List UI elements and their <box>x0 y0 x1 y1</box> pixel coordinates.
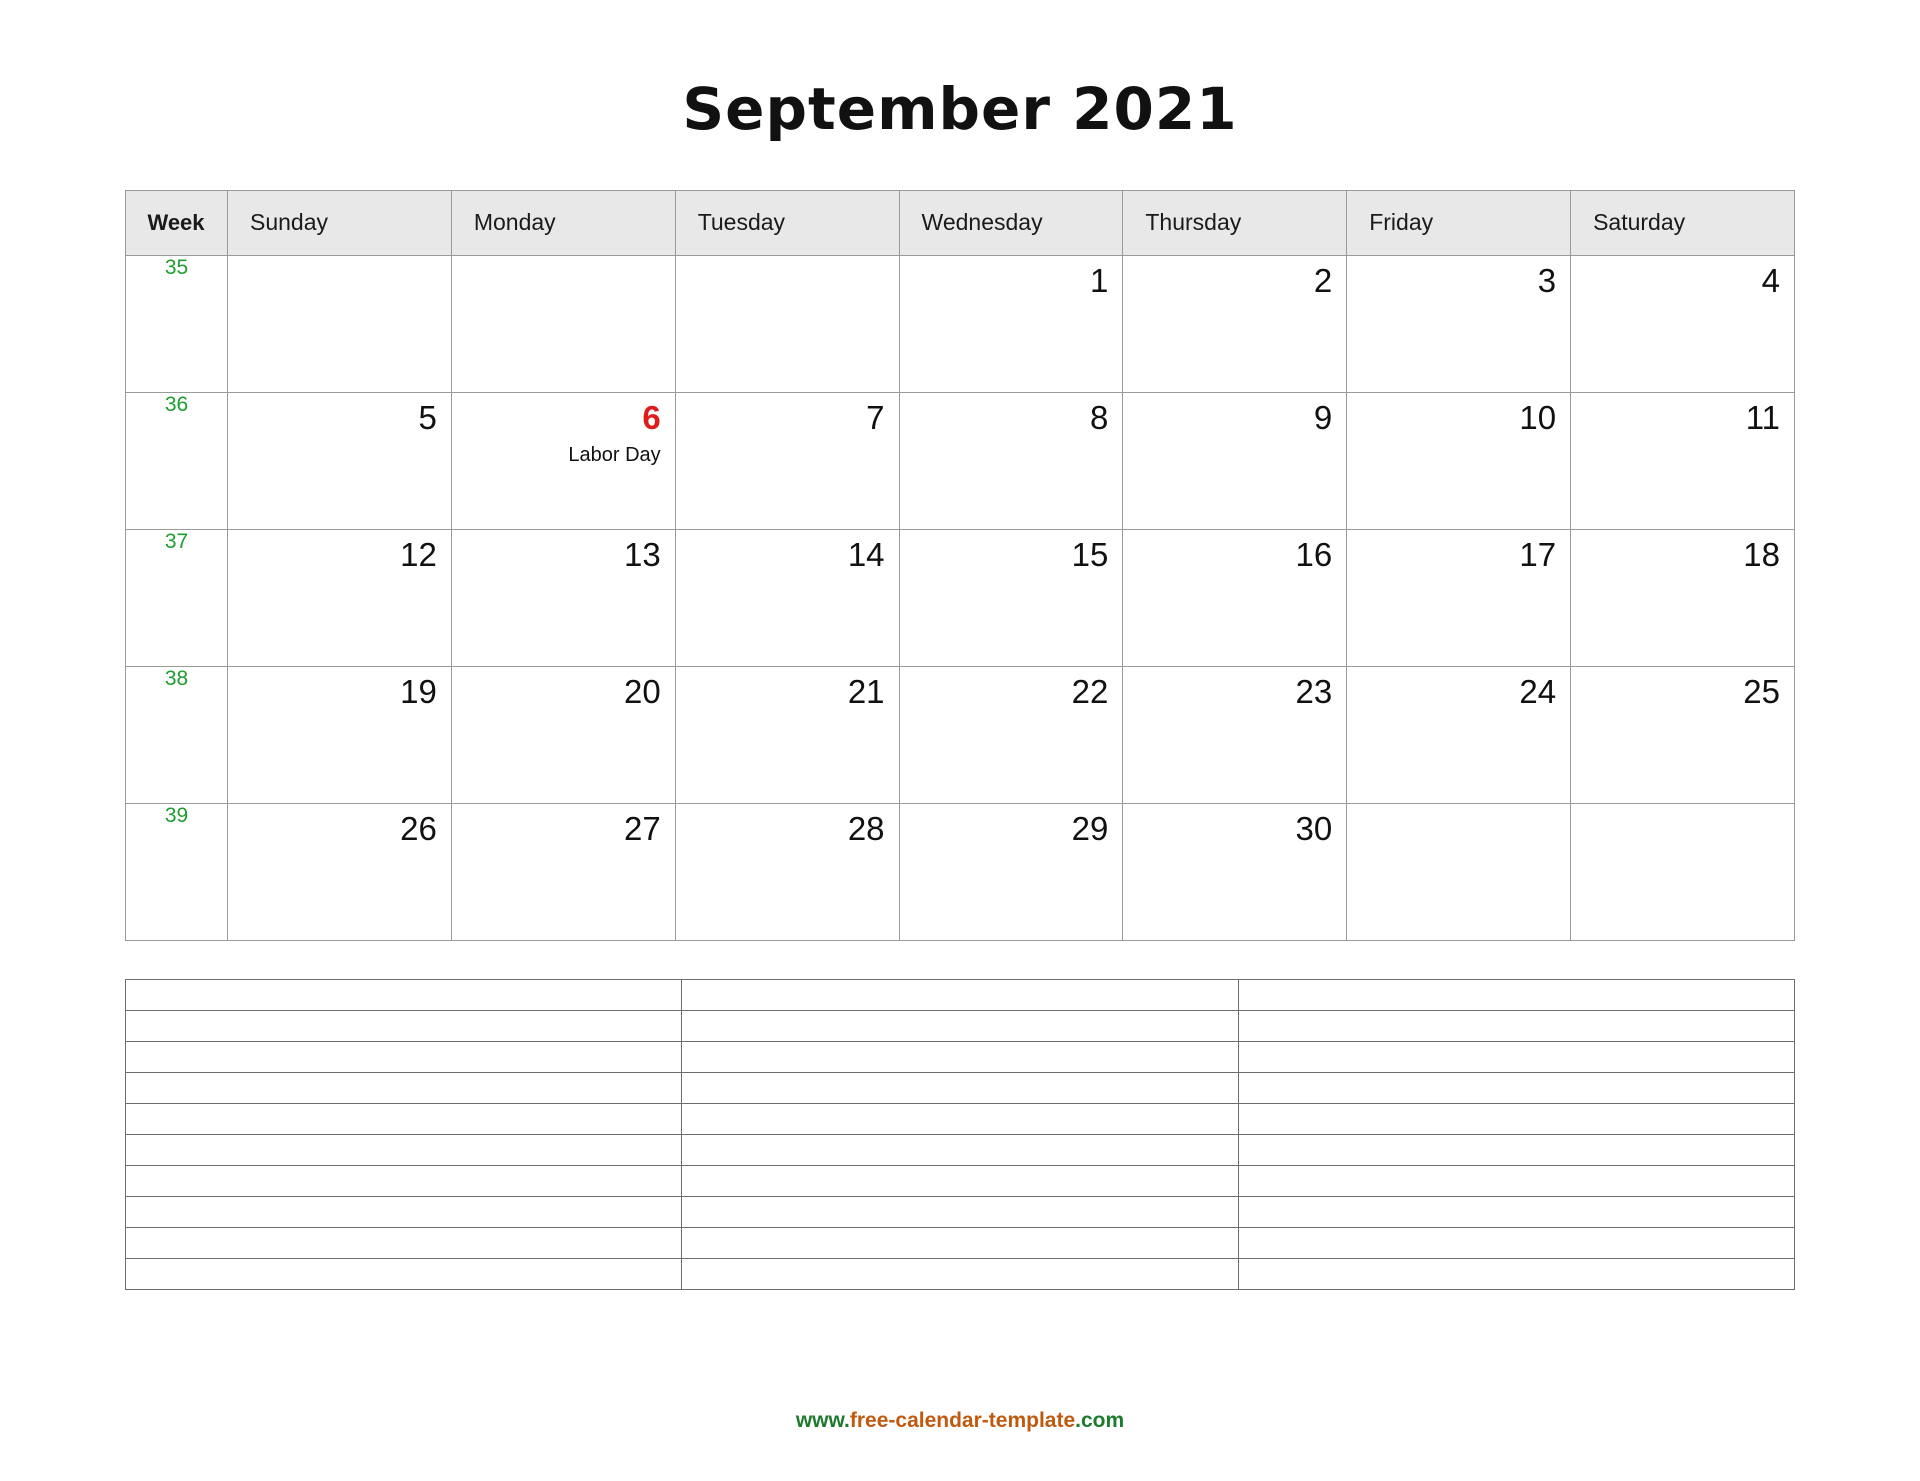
notes-cell[interactable] <box>1238 1134 1794 1165</box>
footer <box>0 1409 1920 1433</box>
day-number: 15 <box>1071 535 1109 573</box>
day-cell[interactable] <box>451 255 675 392</box>
day-cell[interactable] <box>1571 255 1795 392</box>
day-number: 13 <box>623 535 661 573</box>
day-number: 1 <box>1090 261 1109 299</box>
notes-cell[interactable] <box>682 1072 1238 1103</box>
day-cell[interactable] <box>899 803 1123 940</box>
week-number: 35 <box>126 255 228 392</box>
day-header-tuesday: Tuesday <box>675 190 899 255</box>
day-number: 8 <box>1090 398 1109 436</box>
notes-cell[interactable] <box>126 1165 682 1196</box>
notes-cell[interactable] <box>1238 1010 1794 1041</box>
day-cell[interactable] <box>228 392 452 529</box>
month-grid <box>125 190 1795 941</box>
day-number: 17 <box>1519 535 1557 573</box>
notes-cell[interactable] <box>682 1010 1238 1041</box>
notes-grid <box>125 979 1795 1290</box>
day-number: 6 <box>642 398 661 436</box>
day-header-sunday: Sunday <box>228 190 452 255</box>
notes-body <box>126 979 1795 1289</box>
notes-cell[interactable] <box>126 1072 682 1103</box>
notes-cell[interactable] <box>1238 1227 1794 1258</box>
day-cell[interactable] <box>1347 803 1571 940</box>
day-cell[interactable] <box>1347 392 1571 529</box>
day-number: 3 <box>1537 261 1557 299</box>
day-number: 2 <box>1313 261 1333 299</box>
day-cell[interactable] <box>675 529 899 666</box>
notes-cell[interactable] <box>682 1165 1238 1196</box>
day-cell-holiday[interactable] <box>451 392 675 529</box>
notes-row <box>126 1134 1795 1165</box>
notes-row <box>126 1196 1795 1227</box>
day-number: 25 <box>1743 672 1780 710</box>
day-header-thursday: Thursday <box>1123 190 1347 255</box>
day-number: 5 <box>418 398 437 436</box>
day-number: 20 <box>623 672 661 710</box>
day-cell[interactable] <box>675 803 899 940</box>
day-number: 7 <box>866 398 885 436</box>
footer-tld: .com <box>1075 1409 1125 1432</box>
day-cell[interactable] <box>228 255 452 392</box>
footer-domain: free-calendar-template <box>849 1409 1076 1432</box>
day-cell[interactable] <box>228 803 452 940</box>
notes-row <box>126 1103 1795 1134</box>
day-number: 28 <box>847 809 885 847</box>
notes-row <box>126 1010 1795 1041</box>
day-cell[interactable] <box>451 529 675 666</box>
day-cell[interactable] <box>1347 529 1571 666</box>
day-cell[interactable] <box>1571 392 1795 529</box>
day-number: 12 <box>400 535 437 573</box>
day-cell[interactable] <box>451 666 675 803</box>
day-header-friday: Friday <box>1347 190 1571 255</box>
day-cell[interactable] <box>1571 666 1795 803</box>
day-number: 21 <box>847 672 885 710</box>
day-cell[interactable] <box>1123 666 1347 803</box>
notes-cell[interactable] <box>126 1041 682 1072</box>
notes-row <box>126 1165 1795 1196</box>
notes-cell[interactable] <box>126 1010 682 1041</box>
day-header-wednesday: Wednesday <box>899 190 1123 255</box>
day-number: 10 <box>1519 398 1557 436</box>
holiday-label: Labor Day <box>568 443 661 466</box>
week-number: 37 <box>126 529 228 666</box>
day-number: 24 <box>1519 672 1557 710</box>
week-column-header: Week <box>126 190 228 255</box>
notes-cell[interactable] <box>1238 1103 1794 1134</box>
calendar-container <box>125 142 1795 941</box>
notes-cell[interactable] <box>1238 979 1794 1010</box>
calendar-week-row <box>126 529 1795 666</box>
calendar-body <box>126 255 1795 940</box>
day-number: 22 <box>1071 672 1109 710</box>
notes-cell[interactable] <box>126 1196 682 1227</box>
page-title: September 2021 <box>682 75 1238 143</box>
day-cell[interactable] <box>1347 255 1571 392</box>
notes-cell[interactable] <box>682 1103 1238 1134</box>
notes-cell[interactable] <box>126 1134 682 1165</box>
notes-cell[interactable] <box>126 1103 682 1134</box>
day-cell[interactable] <box>899 392 1123 529</box>
calendar-week-row <box>126 803 1795 940</box>
notes-cell[interactable] <box>126 1258 682 1289</box>
notes-cell[interactable] <box>682 1196 1238 1227</box>
day-header-monday: Monday <box>451 190 675 255</box>
day-number: 26 <box>400 809 437 847</box>
day-number: 14 <box>847 535 885 573</box>
notes-cell[interactable] <box>682 979 1238 1010</box>
notes-container <box>125 979 1795 1290</box>
day-cell[interactable] <box>1123 803 1347 940</box>
day-number: 11 <box>1745 398 1780 436</box>
day-number: 16 <box>1295 535 1333 573</box>
day-number: 30 <box>1295 809 1333 847</box>
day-number: 19 <box>400 672 437 710</box>
day-cell[interactable] <box>1123 529 1347 666</box>
notes-row <box>126 1258 1795 1289</box>
notes-cell[interactable] <box>1238 1165 1794 1196</box>
day-number: 18 <box>1743 535 1780 573</box>
day-cell[interactable] <box>675 666 899 803</box>
notes-row <box>126 1041 1795 1072</box>
day-cell[interactable] <box>228 529 452 666</box>
week-number: 39 <box>126 803 228 940</box>
week-number: 36 <box>126 392 228 529</box>
day-number: 4 <box>1761 261 1780 299</box>
calendar-header-row <box>126 190 1795 255</box>
notes-row <box>126 1227 1795 1258</box>
day-cell[interactable] <box>1347 666 1571 803</box>
day-cell[interactable] <box>899 255 1123 392</box>
day-number: 29 <box>1071 809 1109 847</box>
day-cell[interactable] <box>675 392 899 529</box>
notes-cell[interactable] <box>126 979 682 1010</box>
calendar-week-row <box>126 255 1795 392</box>
calendar-week-row <box>126 666 1795 803</box>
day-cell[interactable] <box>1123 392 1347 529</box>
day-number: 27 <box>623 809 661 847</box>
notes-cell[interactable] <box>682 1227 1238 1258</box>
notes-cell[interactable] <box>682 1041 1238 1072</box>
calendar-week-row <box>126 392 1795 529</box>
week-number: 38 <box>126 666 228 803</box>
day-cell[interactable] <box>451 803 675 940</box>
notes-cell[interactable] <box>1238 1258 1794 1289</box>
notes-row <box>126 1072 1795 1103</box>
notes-cell[interactable] <box>1238 1041 1794 1072</box>
day-cell[interactable] <box>899 666 1123 803</box>
notes-cell[interactable] <box>682 1258 1238 1289</box>
day-number: 23 <box>1295 672 1333 710</box>
notes-row <box>126 979 1795 1010</box>
notes-cell[interactable] <box>1238 1072 1794 1103</box>
day-header-saturday: Saturday <box>1571 190 1795 255</box>
day-cell[interactable] <box>1123 255 1347 392</box>
notes-cell[interactable] <box>126 1227 682 1258</box>
day-cell[interactable] <box>899 529 1123 666</box>
notes-cell[interactable] <box>682 1134 1238 1165</box>
notes-cell[interactable] <box>1238 1196 1794 1227</box>
day-number: 9 <box>1313 398 1333 436</box>
footer-www: www. <box>795 1409 850 1432</box>
day-cell[interactable] <box>1571 529 1795 666</box>
day-cell[interactable] <box>1571 803 1795 940</box>
day-cell[interactable] <box>675 255 899 392</box>
day-cell[interactable] <box>228 666 452 803</box>
